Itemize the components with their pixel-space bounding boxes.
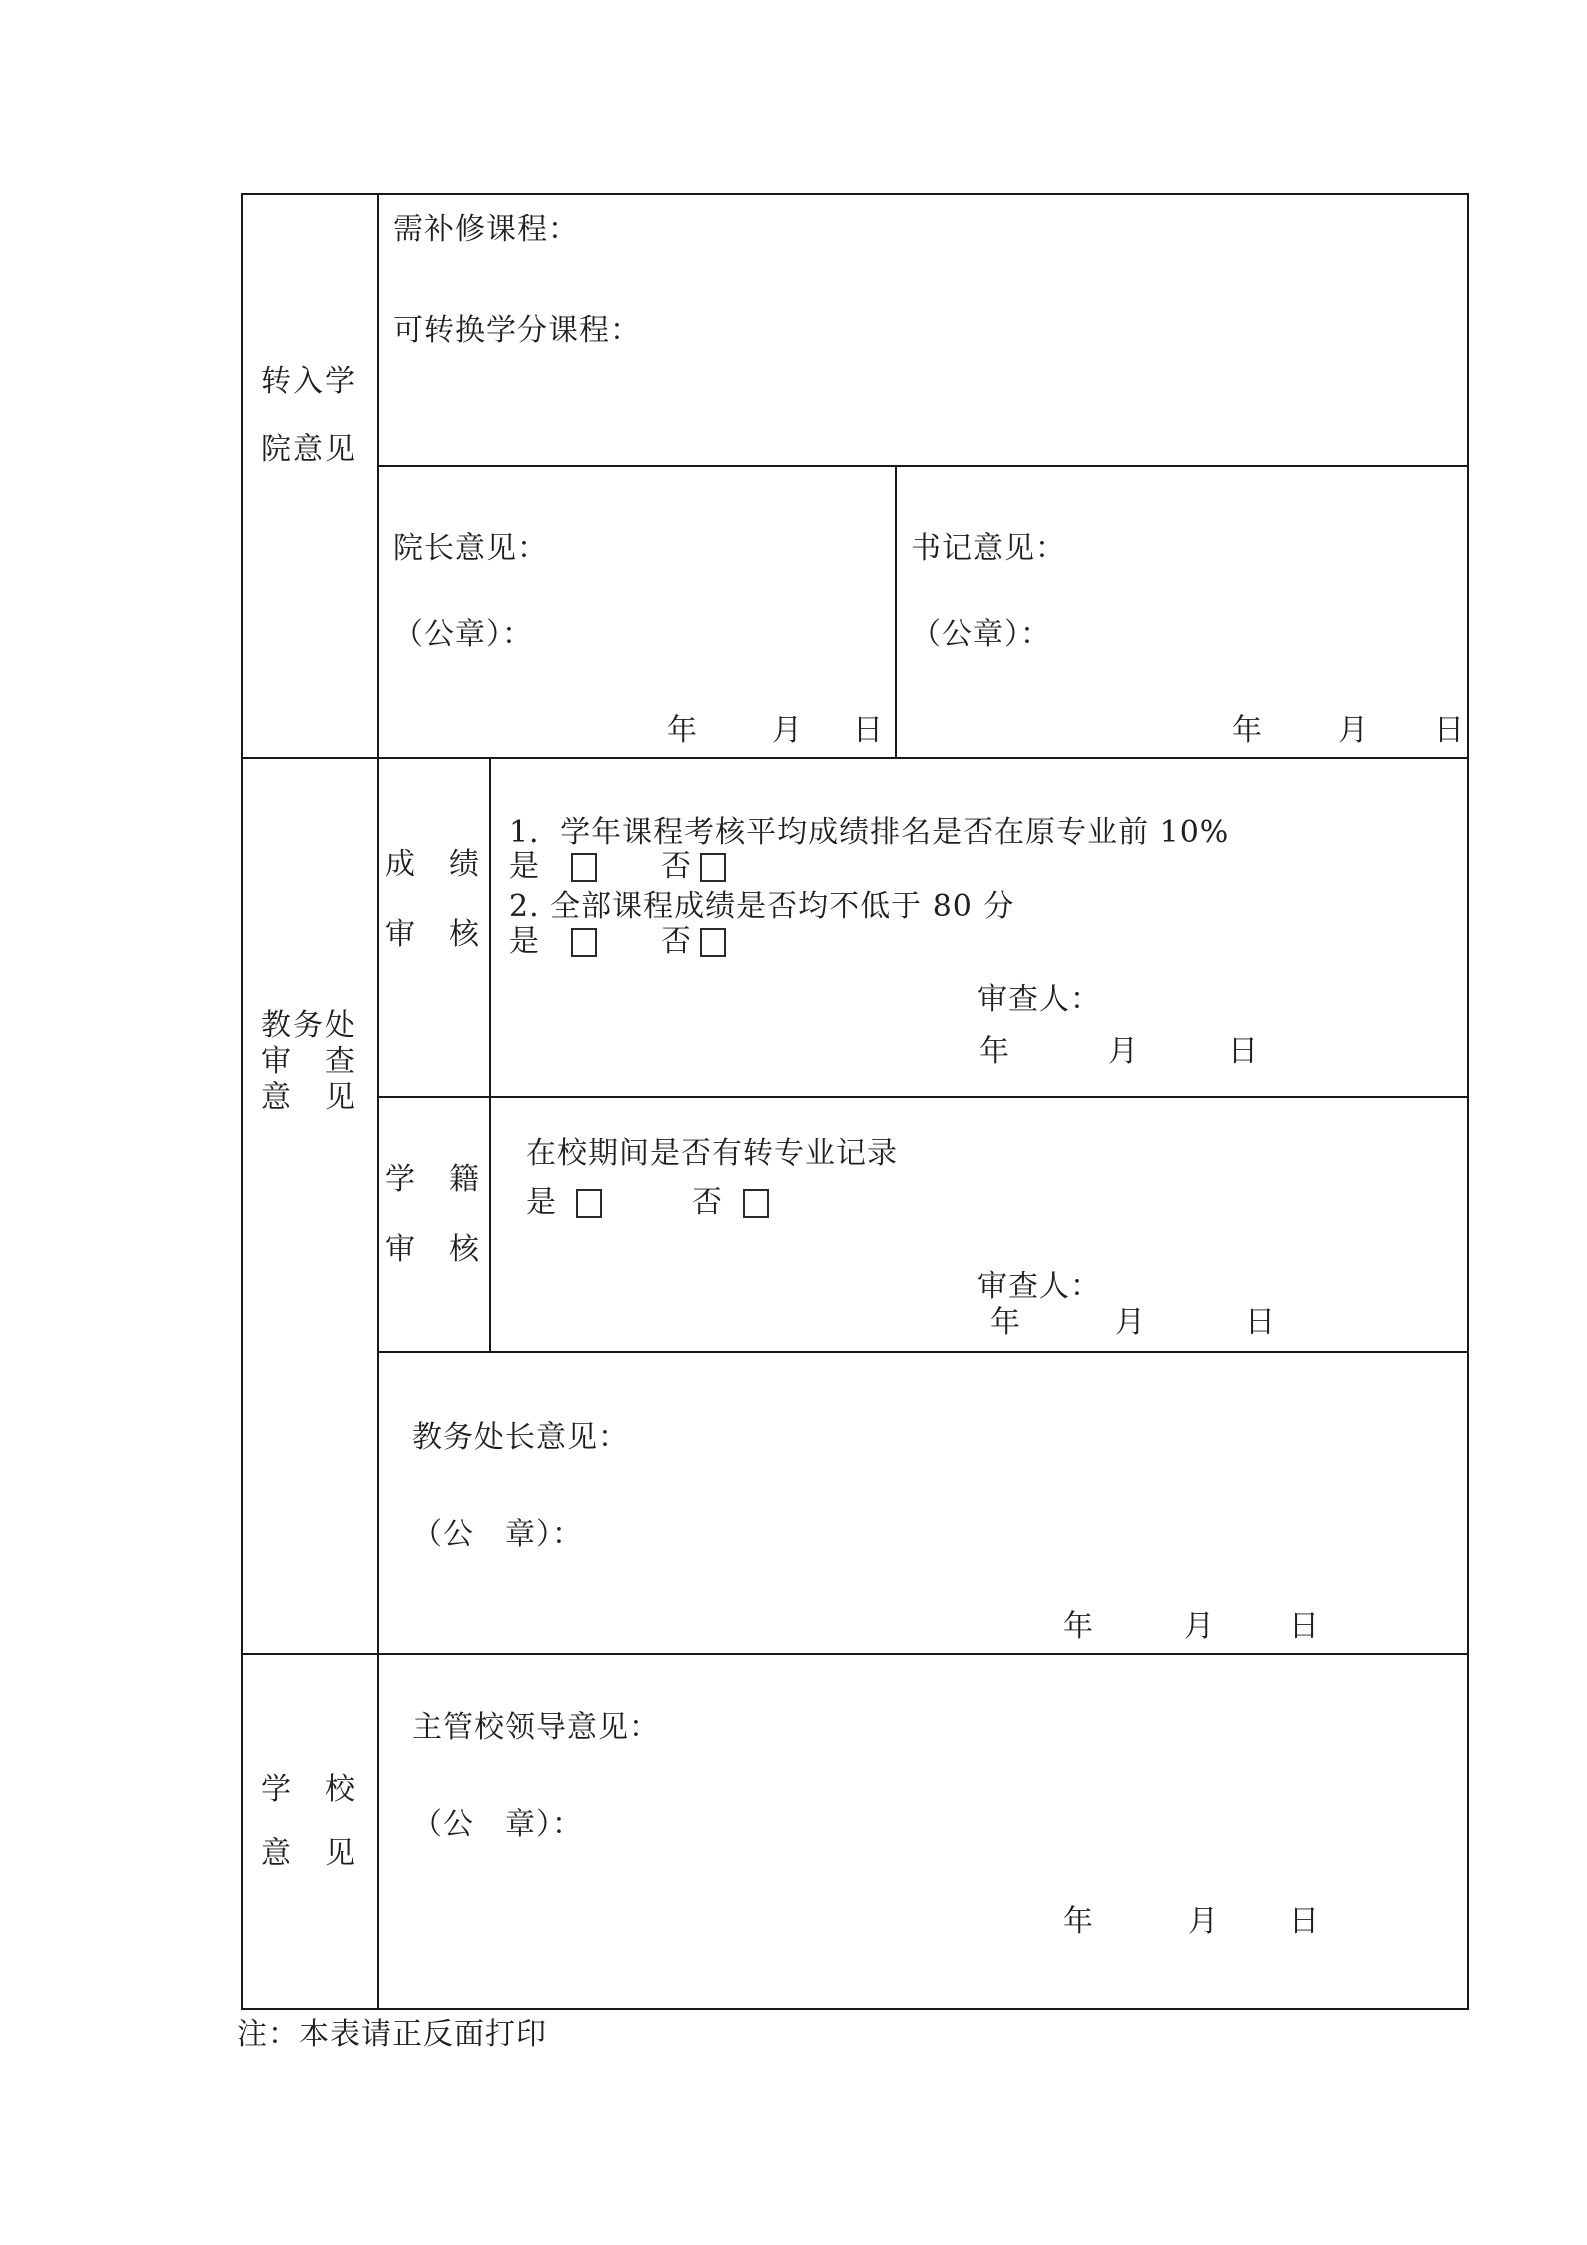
status-reviewer-label: 审查人：	[977, 1269, 1101, 1304]
aa-title-line2: 审 查	[261, 1044, 357, 1079]
status-date-month: 月	[1115, 1305, 1146, 1340]
director-date-month: 月	[1184, 1609, 1215, 1644]
status-review-line2: 审 核	[385, 1232, 481, 1267]
section-title-academic-affairs	[241, 1008, 377, 1116]
secretary-date-year: 年	[1232, 713, 1263, 748]
divider-review-sublabel	[489, 757, 491, 1351]
school-date-year: 年	[1063, 1904, 1094, 1939]
grade-q2-yes-label: 是	[509, 924, 540, 959]
director-opinion-label: 教务处长意见：	[412, 1420, 629, 1455]
divider-section1-bottom	[241, 757, 1469, 759]
section-title-school	[241, 1758, 377, 1886]
grade-q2-yes-checkbox[interactable]	[571, 928, 597, 957]
divider-courses-row	[377, 465, 1469, 467]
grade-q2-no-label: 否	[661, 924, 692, 959]
status-date-day: 日	[1245, 1305, 1276, 1340]
makeup-courses-label: 需补修课程：	[393, 212, 579, 247]
status-yes-label: 是	[526, 1185, 557, 1220]
director-date-day: 日	[1289, 1609, 1320, 1644]
grade-date-day: 日	[1228, 1034, 1259, 1069]
dean-opinion-label: 院长意见：	[393, 531, 548, 566]
aa-title-line3: 意 见	[261, 1080, 357, 1115]
school-stamp-label: （公 章）：	[412, 1807, 583, 1842]
status-review-line1: 学 籍	[385, 1162, 481, 1197]
grade-date-year: 年	[979, 1034, 1010, 1069]
section-title-transfer-college	[241, 348, 377, 484]
footer-note: 注：本表请正反面打印	[237, 2017, 547, 2052]
grade-q1-no-checkbox[interactable]	[700, 853, 726, 882]
status-yes-checkbox[interactable]	[576, 1189, 602, 1218]
grade-q1-yes-checkbox[interactable]	[571, 853, 597, 882]
status-review-label	[377, 1145, 489, 1285]
school-title-line2: 意 见	[261, 1836, 357, 1871]
divider-dean-secretary	[895, 465, 897, 757]
grade-review-label	[377, 830, 489, 970]
secretary-date-month: 月	[1338, 713, 1369, 748]
grade-review-line1: 成 绩	[385, 847, 481, 882]
dean-date-month: 月	[772, 713, 803, 748]
transfer-title-line2: 院意见	[261, 432, 357, 467]
status-date-year: 年	[990, 1305, 1021, 1340]
leader-opinion-label: 主管校领导意见：	[412, 1710, 660, 1745]
grade-question-2: 2. 全部课程成绩是否均不低于 80 分	[509, 889, 1015, 924]
secretary-stamp-label: （公章）：	[911, 617, 1051, 652]
grade-date-month: 月	[1108, 1034, 1139, 1069]
grade-question-1: 1．学年课程考核平均成绩排名是否在原专业前 10%	[509, 815, 1230, 850]
dean-date-day: 日	[853, 713, 884, 748]
grade-reviewer-label: 审查人：	[977, 982, 1101, 1017]
school-date-day: 日	[1289, 1904, 1320, 1939]
secretary-opinion-label: 书记意见：	[911, 531, 1066, 566]
grade-review-line2: 审 核	[385, 917, 481, 952]
credit-transfer-courses-label: 可转换学分课程：	[393, 313, 641, 348]
grade-q2-no-checkbox[interactable]	[700, 928, 726, 957]
grade-q1-no-label: 否	[661, 849, 692, 884]
status-no-checkbox[interactable]	[743, 1189, 769, 1218]
divider-grade-status	[377, 1096, 1469, 1098]
grade-q1-yes-label: 是	[509, 849, 540, 884]
divider-section2-bottom	[241, 1653, 1469, 1655]
director-stamp-label: （公 章）：	[412, 1517, 583, 1552]
dean-stamp-label: （公章）：	[393, 617, 533, 652]
director-date-year: 年	[1063, 1609, 1094, 1644]
school-title-line1: 学 校	[261, 1772, 357, 1807]
aa-title-line1: 教务处	[261, 1008, 357, 1043]
secretary-date-day: 日	[1434, 713, 1465, 748]
transfer-title-line1: 转入学	[261, 364, 357, 399]
dean-date-year: 年	[667, 713, 698, 748]
status-question-1: 在校期间是否有转专业记录	[526, 1136, 898, 1171]
status-no-label: 否	[692, 1185, 723, 1220]
school-date-month: 月	[1188, 1904, 1219, 1939]
divider-status-director	[377, 1351, 1469, 1353]
